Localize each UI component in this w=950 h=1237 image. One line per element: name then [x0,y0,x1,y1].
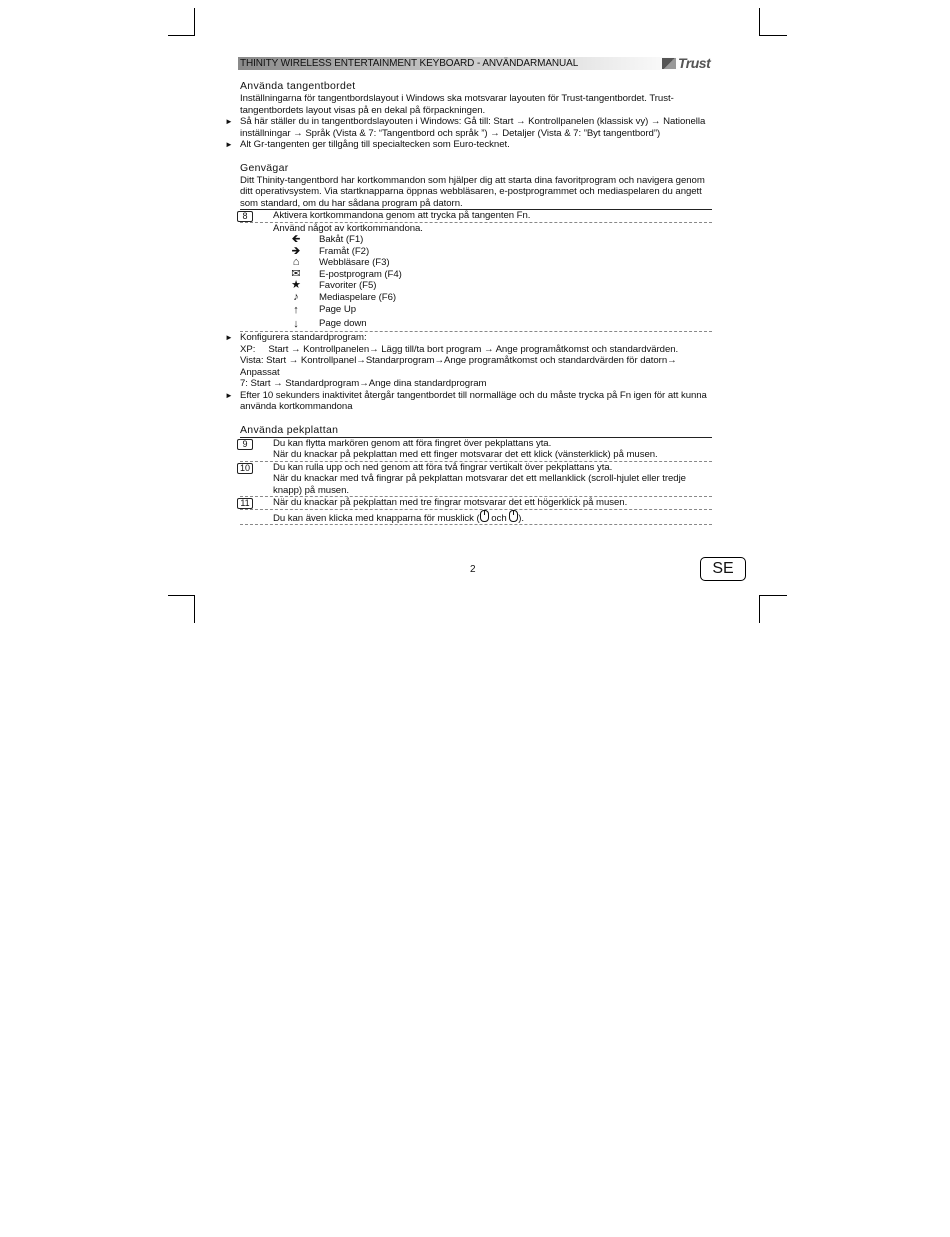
shortcut-label: Page Up [319,304,356,316]
header-bar [238,57,712,70]
step-number: 9 [237,439,253,450]
step-9 [240,438,712,462]
step-line: När du knackar på pekplattan med tre fingrar motsvarar det ett högerklick på musen. [273,497,628,508]
step-line: När du knackar med två fingrar på pekplattan motsvarar det ett mellanklick (scroll-hjulet eller tredje knapp) på musen. [273,473,686,496]
shortcut-label: Webbläsare (F3) [319,257,390,268]
trust-logo [662,55,710,71]
page-content [240,80,712,525]
shortcut-row [240,303,712,317]
language-badge: SE [700,557,746,581]
step-line: Du kan flytta markören genom att föra fingret över pekplattans yta. [273,437,552,449]
config-7: 7: Start → Standardprogram→Ange dina standardprogram [240,378,487,389]
arrow-up-icon: ↑ [293,303,299,316]
step-line: Du kan rulla upp och ned genom att föra två fingrar vertikalt över pekplattans yta. [273,461,613,473]
text: Du kan även klicka med knapparna för musklick ( [273,512,480,524]
envelope-icon: ✉ [291,267,301,280]
config-xp: XP: Start → Kontrollpanelen→ Lägg till/ta bort program → Ange programåtkomst och standardvärden. [240,343,679,355]
bullet-item: ► Alt Gr-tangenten ger tillgång till specialtecken som Euro-tecknet. [240,139,712,151]
crop-mark [194,8,195,36]
star-icon: ★ [291,279,301,292]
forward-arrow-icon: 🡺 [291,244,301,257]
shortcut-list [240,223,712,333]
step-subtext: Använd något av kortkommandona. [273,222,423,234]
section-heading: Använda pekplattan [240,423,339,436]
step-11 [240,497,712,510]
crop-mark [759,35,787,36]
back-arrow-icon: 🡸 [291,233,301,246]
config-vista: Vista: Start → Kontrollpanel→Standarprogram→Ange programåtkomst och standardvärden för datorn→ Anpassat [240,355,677,378]
music-note-icon: ♪ [293,290,299,303]
arrow-down-icon: ↓ [293,317,299,330]
shortcut-row [240,234,712,246]
shortcut-row [240,317,712,331]
step-8 [240,209,712,223]
home-icon: ⌂ [292,256,300,269]
shortcut-row [240,257,712,269]
crop-mark [759,595,787,596]
bullet-item: ► Konfigurera standardprogram: [240,332,712,344]
step-number: 10 [237,463,253,474]
crop-mark [194,595,195,623]
step-10 [240,462,712,498]
shortcut-row [240,280,712,292]
left-mouse-button-icon [480,510,489,522]
paragraph: Ditt Thinity-tangentbord har kortkommandon som hjälper dig att starta dina favoritprogram och navigera genom ditt operativsystem. Via startknapparna öppnas webbläsaren, e-postprogrammet och mediaspelaren du angett som standard, om du har sådana program på datorn. [240,174,705,209]
text: ). [518,512,524,524]
step-number: 11 [237,498,253,509]
bullet-item: ► Efter 10 sekunders inaktivitet återgår tangentbordet till normalläge och du måste trycka på Fn igen för att kunna använda kortkommandona [240,390,712,413]
crop-mark [168,595,195,596]
shortcut-row [240,269,712,281]
bullet-item: ► Så här ställer du in tangentbordslayouten i Windows: Gå till: Start → Kontrollpanelen (klassisk vy) → Nationella inställningar → Språk (Vista & 7: “Tangentbord och språk ”) → Detaljer (Vista & 7: ”Byt tangentbord”) [240,116,712,139]
shortcut-label: Page down [319,318,367,330]
shortcut-row [240,292,712,304]
step-number: 8 [237,211,253,222]
crop-mark [759,595,760,623]
text: och [488,512,510,524]
step-line: När du knackar på pekplattan med ett finger motsvarar det ett klick (vänsterklick) på musen. [273,449,658,460]
shortcut-label: Favoriter (F5) [319,280,377,291]
section-heading: Använda tangentbordet [240,80,356,92]
shortcut-row [240,246,712,258]
touchpad-steps [240,437,712,510]
shortcut-keys [240,234,712,331]
paragraph: Inställningarna för tangentbordslayout i Windows ska motsvarar layouten för Trust-tangentbordet. Trust-tangentbordets layout visas på en dekal på förpackningen. [240,93,674,116]
shortcut-label: Mediaspelare (F6) [319,291,396,303]
right-mouse-button-icon [509,510,518,522]
shortcut-label: Framåt (F2) [319,245,370,257]
shortcut-label: E-postprogram (F4) [319,268,402,280]
crop-mark [759,8,760,36]
step-text: Aktivera kortkommandona genom att trycka på tangenten Fn. [273,210,531,221]
mouse-buttons-line [240,510,712,526]
header-title: THINITY WIRELESS ENTERTAINMENT KEYBOARD - ANVÄNDARMANUAL [240,58,579,69]
section-heading: Genvägar [240,161,289,174]
page-number: 2 [470,564,476,575]
shortcut-label: Bakåt (F1) [319,234,364,245]
crop-mark [168,35,195,36]
trust-logo-icon [662,58,676,69]
logo-text: Trust [678,55,711,71]
